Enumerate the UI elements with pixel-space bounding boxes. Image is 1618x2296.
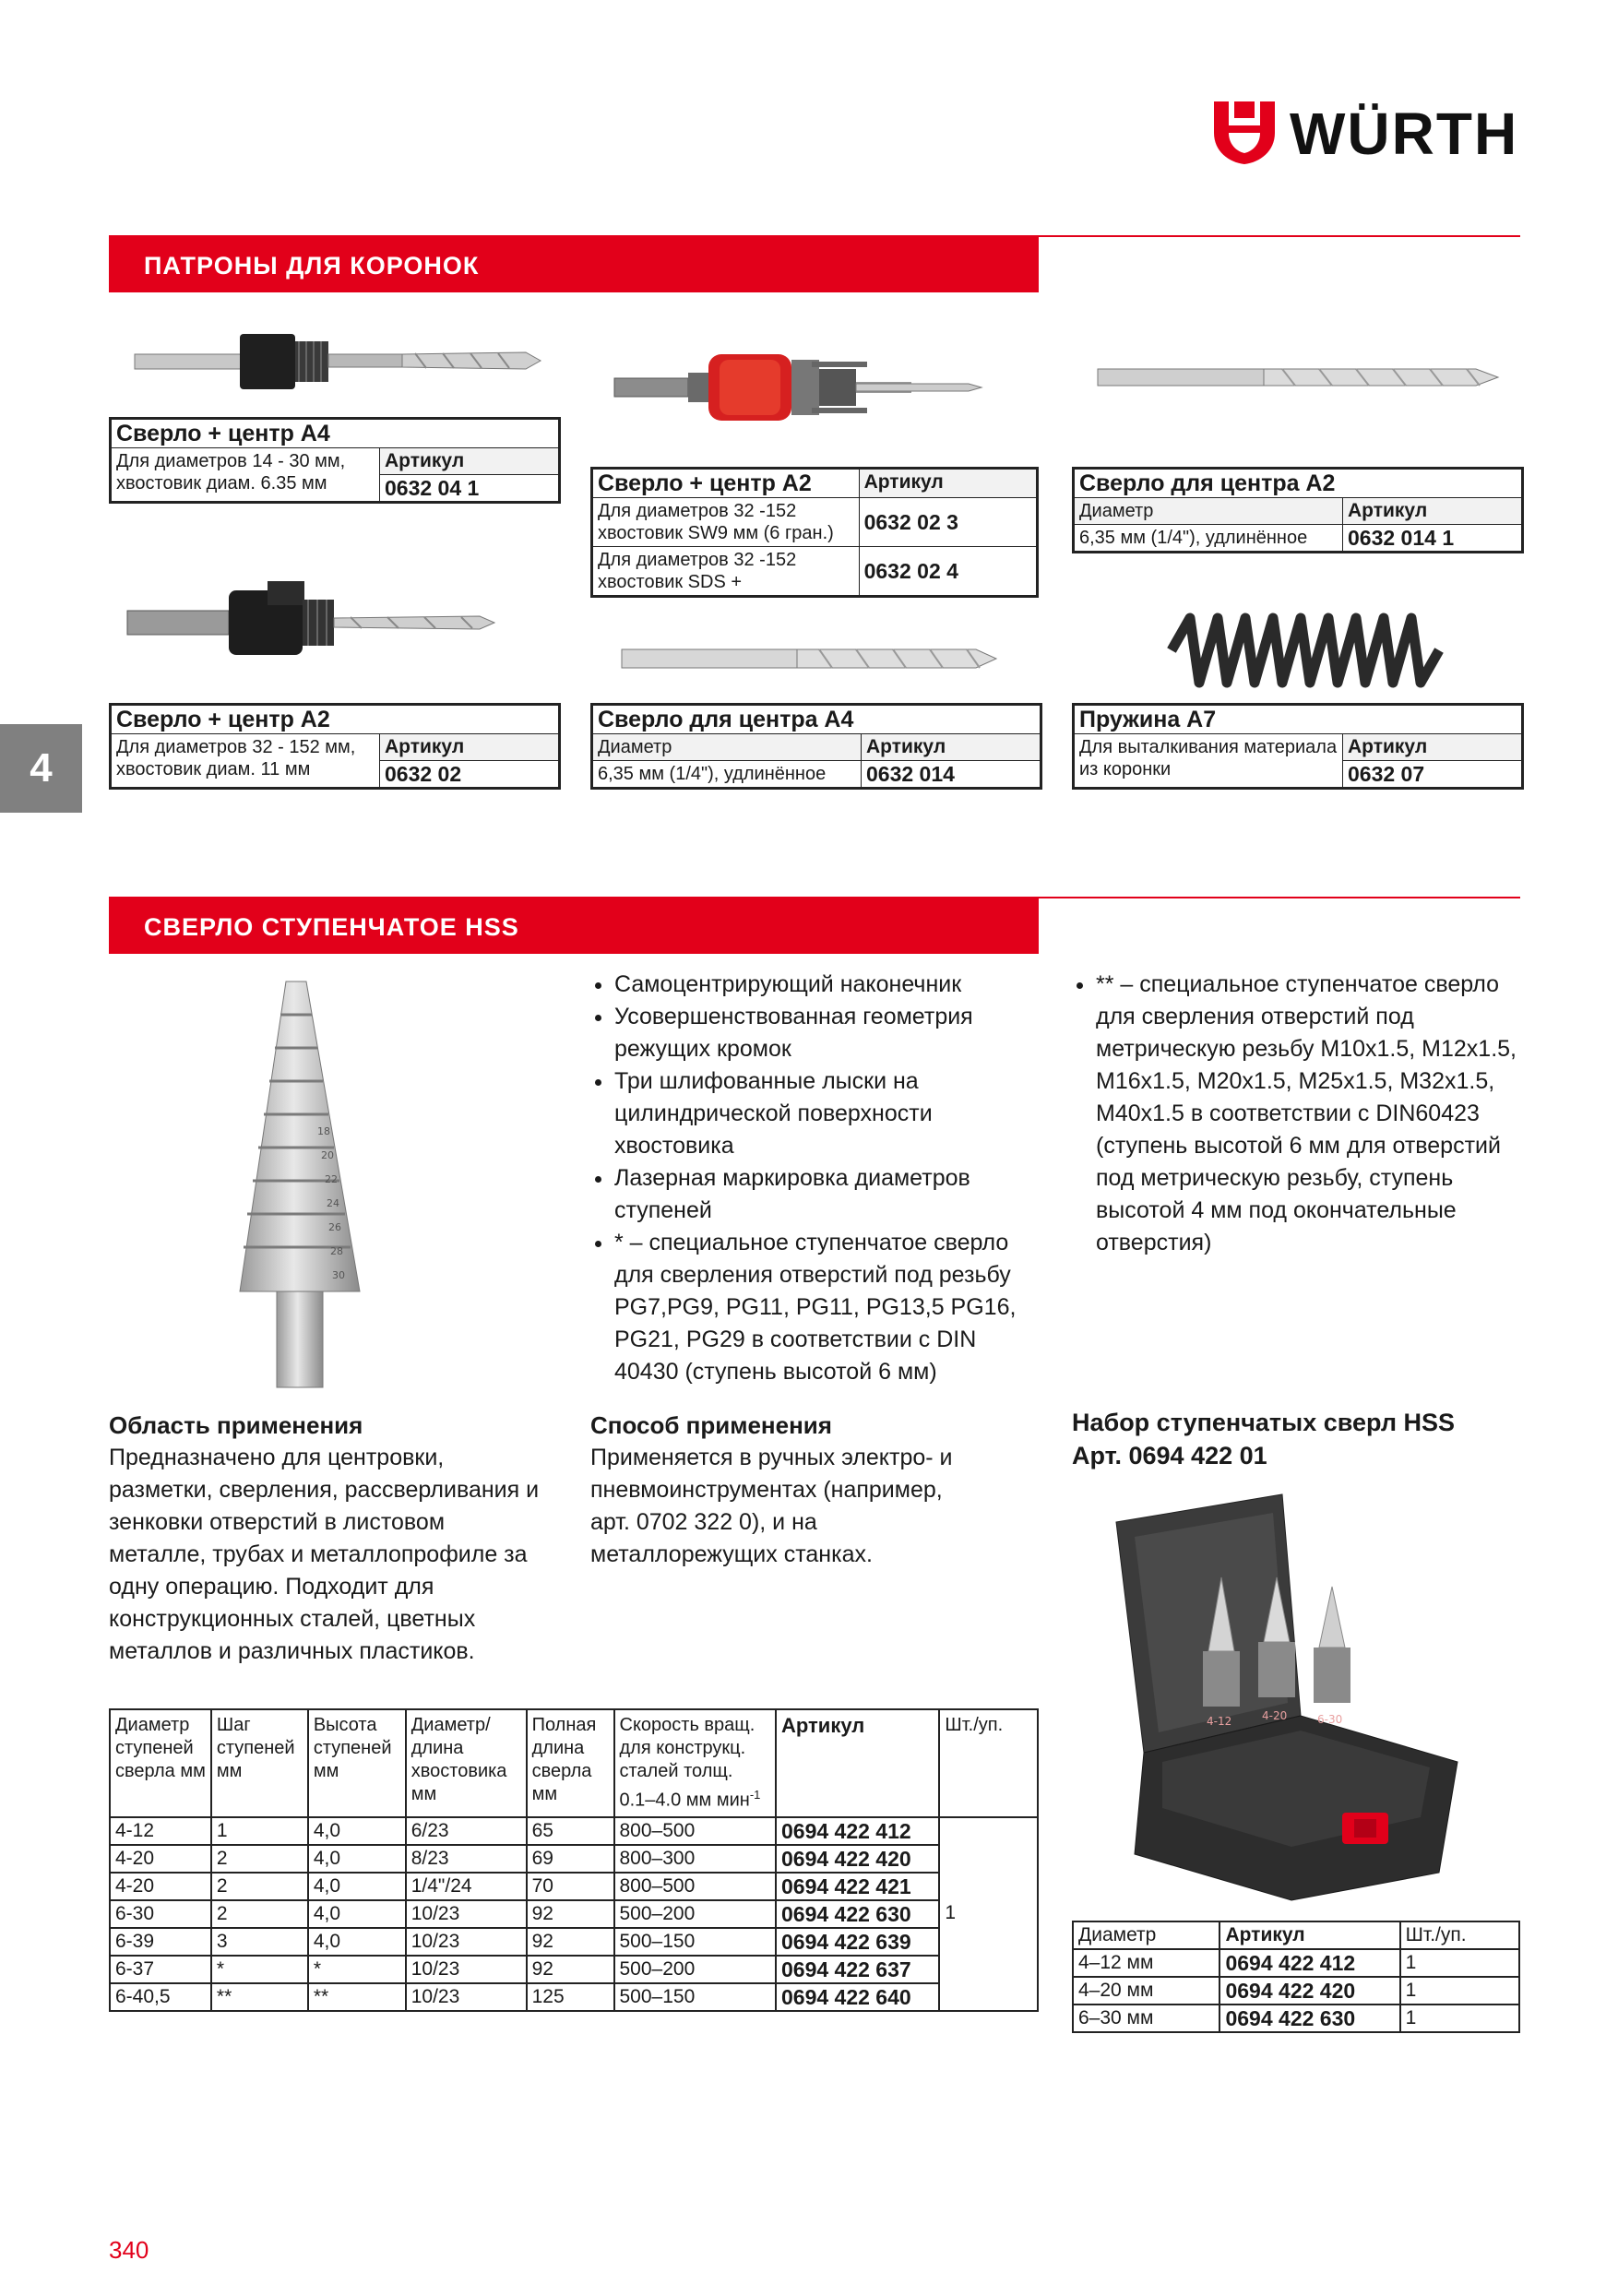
drill-a2-article: 0632 014 1 (1343, 525, 1522, 552)
table-header-row (1073, 1921, 1519, 1949)
arbor-a2-variants-box (590, 467, 1039, 598)
drill-set-table (1072, 1921, 1520, 2033)
drill-a2-image (1089, 351, 1513, 406)
article-label: Артикул (1343, 498, 1522, 525)
cell: 4–12 мм (1073, 1949, 1219, 1977)
note-item: • ** – специальное ступенчатое сверло для сверления отверстий под метрическую резьбу M10x1.5, M12x1.5, M16x1.5, M20x1.5, M25x1.5, M32x1.5, M40x1.5 в соответствии с DIN60423 (ступень высотой 6 мм для отверстий под метрическую резьбу, ступень высотой 4 мм под окончательные отверстия) (1096, 969, 1524, 1259)
arbor-a2-sw9-desc: Для диаметров 32 -152 хвостовик SW9 мм (6 гран.) (593, 498, 860, 547)
cell: 4,0 (308, 1928, 406, 1956)
article-label: Артикул (1343, 734, 1522, 761)
article-label: Артикул (859, 470, 1036, 498)
speed-unit: мин (716, 1790, 750, 1811)
cell: 500–200 (614, 1956, 776, 1983)
drill-a4-desc: 6,35 мм (1/4"), удлинённое (593, 761, 862, 788)
drill-a4-article: 0632 014 (862, 761, 1041, 788)
table-row (110, 1983, 1038, 2011)
table-header-row (110, 1709, 1038, 1817)
article-label: Артикул (380, 448, 559, 475)
cell: 10/23 (406, 1900, 527, 1928)
column-header-text: Скорость вращ. для конструкц. сталей толщ. 0.1–4.0 мм (619, 1715, 755, 1811)
table-row (110, 1928, 1038, 1956)
cell: 3 (211, 1928, 308, 1956)
cell (939, 1817, 1038, 1845)
table-row (110, 1956, 1038, 1983)
step-mark-26: 26 (328, 1221, 341, 1233)
article-cell: 0694 422 420 (1219, 1977, 1399, 2005)
cell: 1 (211, 1817, 308, 1845)
cell: 2 (211, 1845, 308, 1873)
arbor-a4-image (129, 314, 553, 406)
application-area-heading: Область применения (109, 1411, 363, 1439)
article-cell: 0694 422 421 (776, 1873, 939, 1900)
cell: 6–30 мм (1073, 2005, 1219, 2032)
column-header: Полная длина сверла мм (527, 1709, 614, 1817)
cell: 10/23 (406, 1928, 527, 1956)
cell: 10/23 (406, 1983, 527, 2011)
case-mark-4-12: 4-12 (1207, 1715, 1232, 1728)
column-header: Шт./уп. (939, 1709, 1038, 1817)
wurth-logo-icon (1214, 101, 1275, 164)
cell: 500–150 (614, 1983, 776, 2011)
drill-a4-image (616, 636, 1004, 683)
cell: 4,0 (308, 1900, 406, 1928)
cell (939, 1928, 1038, 1956)
cell: 10/23 (406, 1956, 527, 1983)
section-header (109, 898, 1039, 954)
cell: 1 (939, 1900, 1038, 1928)
column-header (614, 1709, 776, 1817)
step-mark-18: 18 (317, 1125, 330, 1137)
cell: 2 (211, 1900, 308, 1928)
spring-a7-desc: Для выталкивания материала из коронки (1075, 734, 1343, 788)
speed-unit-superscript: -1 (749, 1788, 761, 1802)
cell: 1 (1400, 1977, 1519, 2005)
set-article-line: Арт. 0694 422 01 (1072, 1442, 1267, 1469)
cell: 125 (527, 1983, 614, 2011)
cell: 800–300 (614, 1845, 776, 1873)
cell: 6-30 (110, 1900, 211, 1928)
cell (939, 1873, 1038, 1900)
feature-item: • * – специальное ступенчатое сверло для сверления отверстий под резьбу PG7,PG9, PG11, PG11, PG13,5 PG16, PG21, PG29 в соответствии с DIN 40430 (ступень высотой 6 мм) (614, 1227, 1042, 1388)
drill-a4-box (590, 703, 1042, 790)
set-title (1072, 1406, 1520, 1472)
arbor-a2-sds-desc: Для диаметров 32 -152 хвостовик SDS + (593, 547, 860, 596)
arbor-a4-box (109, 417, 561, 504)
step-drill-image (221, 978, 387, 1393)
arbor-a2-desc: Для диаметров 32 - 152 мм, хвостовик диам. 11 мм (112, 734, 380, 788)
article-label: Артикул (380, 734, 559, 761)
arbor-a2-sds-article: 0632 02 4 (859, 547, 1036, 596)
spring-a7-image (1162, 609, 1448, 692)
arbor-a4-article: 0632 04 1 (380, 475, 559, 502)
usage-method-heading: Способ применения (590, 1411, 832, 1439)
feature-item: • Самоцентрирующий наконечник (614, 969, 1042, 1001)
cell (939, 1845, 1038, 1873)
arbor-a2-red-image (609, 332, 1015, 443)
feature-item: • Лазерная маркировка диаметров ступеней (614, 1162, 1042, 1227)
cell: 2 (211, 1873, 308, 1900)
column-header: Шаг ступеней мм (211, 1709, 308, 1817)
cell: 92 (527, 1900, 614, 1928)
usage-method-text: Применяется в ручных электро- и пневмоинструментах (например, арт. 0702 322 0), и на металлорежущих станках. (590, 1445, 953, 1567)
arbor-a2-article: 0632 02 (380, 761, 559, 788)
application-area-text: Предназначено для центровки, разметки, сверления, рассверливания и зенковки отверстий в листовом металле, трубах и металлопрофиле за одну операцию. Подходит для конструкционных сталей, цветных металлов и различных пластиков. (109, 1445, 540, 1664)
feature-item: • Три шлифованные лыски на цилиндрической поверхности хвостовика (614, 1065, 1042, 1162)
cell: 500–200 (614, 1900, 776, 1928)
spring-a7-box (1072, 703, 1524, 790)
table-row (110, 1817, 1038, 1845)
cell: 92 (527, 1928, 614, 1956)
cell: 4-20 (110, 1873, 211, 1900)
cell: * (308, 1956, 406, 1983)
article-cell: 0694 422 630 (776, 1900, 939, 1928)
table-row (1073, 2005, 1519, 2032)
article-cell: 0694 422 412 (1219, 1949, 1399, 1977)
cell: 6-37 (110, 1956, 211, 1983)
drill-a2-desc: 6,35 мм (1/4"), удлинённое (1075, 525, 1343, 552)
cell: 6-40,5 (110, 1983, 211, 2011)
cell: 4-20 (110, 1845, 211, 1873)
cell: 6/23 (406, 1817, 527, 1845)
arbor-a4-title: Сверло + центр А4 (112, 420, 559, 448)
cell: 69 (527, 1845, 614, 1873)
article-cell: 0694 422 639 (776, 1928, 939, 1956)
column-header: Диаметр/ длина хвостовика мм (406, 1709, 527, 1817)
chapter-tab: 4 (0, 724, 82, 813)
step-mark-28: 28 (330, 1245, 343, 1257)
drill-a2-box (1072, 467, 1524, 553)
column-header: Диаметр (1073, 1921, 1219, 1949)
column-header: Артикул (776, 1709, 939, 1817)
table-row (110, 1873, 1038, 1900)
spring-a7-article: 0632 07 (1343, 761, 1522, 788)
cell: 70 (527, 1873, 614, 1900)
cell: 500–150 (614, 1928, 776, 1956)
drill-a4-title: Сверло для центра А4 (593, 706, 1041, 734)
section-title: СВЕРЛО СТУПЕНЧАТОЕ HSS (144, 913, 519, 941)
step-mark-30: 30 (332, 1269, 345, 1281)
article-cell: 0694 422 420 (776, 1845, 939, 1873)
special-notes-list (1072, 969, 1524, 1259)
cell: 4,0 (308, 1817, 406, 1845)
brand-name: WÜRTH (1290, 101, 1519, 167)
cell: 800–500 (614, 1873, 776, 1900)
usage-method (590, 1410, 987, 1571)
cell: 4,0 (308, 1873, 406, 1900)
feature-item: • Усовершенствованная геометрия режущих кромок (614, 1001, 1042, 1065)
step-mark-22: 22 (325, 1173, 338, 1185)
arbor-a2-sw9-article: 0632 02 3 (859, 498, 1036, 547)
cell: 4-12 (110, 1817, 211, 1845)
column-header: Артикул (1219, 1921, 1399, 1949)
cell: 1/4"/24 (406, 1873, 527, 1900)
drill-set-case-image (1107, 1485, 1476, 1909)
article-label: Артикул (862, 734, 1041, 761)
cell: 8/23 (406, 1845, 527, 1873)
case-mark-4-20: 4-20 (1262, 1709, 1288, 1722)
arbor-a4-desc: Для диаметров 14 - 30 мм, хвостовик диам. 6.35 мм (112, 448, 380, 502)
table-row (1073, 1949, 1519, 1977)
step-mark-20: 20 (321, 1149, 334, 1161)
table-row (1073, 1977, 1519, 2005)
column-header: Диаметр ступеней сверла мм (110, 1709, 211, 1817)
cell: 1 (1400, 2005, 1519, 2032)
cell (939, 1956, 1038, 1983)
cell: 92 (527, 1956, 614, 1983)
set-title-line: Набор ступенчатых сверл HSS (1072, 1409, 1455, 1436)
cell: ** (308, 1983, 406, 2011)
article-cell: 0694 422 640 (776, 1983, 939, 2011)
spring-a7-title: Пружина А7 (1075, 706, 1522, 734)
arbor-a2-hex-image (120, 563, 517, 683)
table-row (110, 1845, 1038, 1873)
article-cell: 0694 422 630 (1219, 2005, 1399, 2032)
cell: 65 (527, 1817, 614, 1845)
features-list (590, 969, 1042, 1388)
diameter-label: Диаметр (1075, 498, 1343, 525)
section-title: ПАТРОНЫ ДЛЯ КОРОНОК (144, 252, 480, 280)
cell: 6-39 (110, 1928, 211, 1956)
table-row (110, 1900, 1038, 1928)
cell: 800–500 (614, 1817, 776, 1845)
article-cell: 0694 422 637 (776, 1956, 939, 1983)
column-header: Высота ступеней мм (308, 1709, 406, 1817)
page-number: 340 (109, 2236, 149, 2264)
diameter-label: Диаметр (593, 734, 862, 761)
case-mark-6-30: 6-30 (1317, 1713, 1343, 1726)
arbor-a2-variants-title: Сверло + центр А2 (593, 470, 860, 498)
section-header (109, 237, 1039, 292)
arbor-a2-title: Сверло + центр А2 (112, 706, 559, 734)
cell: 4–20 мм (1073, 1977, 1219, 2005)
cell: 1 (1400, 1949, 1519, 1977)
column-header: Шт./уп. (1400, 1921, 1519, 1949)
cell: 4,0 (308, 1845, 406, 1873)
cell: * (211, 1956, 308, 1983)
drill-a2-title: Сверло для центра А2 (1075, 470, 1522, 498)
cell: ** (211, 1983, 308, 2011)
arbor-a2-box (109, 703, 561, 790)
article-cell: 0694 422 412 (776, 1817, 939, 1845)
cell (939, 1983, 1038, 2011)
step-drill-table (109, 1708, 1039, 2012)
application-area (109, 1410, 548, 1668)
step-mark-24: 24 (327, 1197, 339, 1209)
